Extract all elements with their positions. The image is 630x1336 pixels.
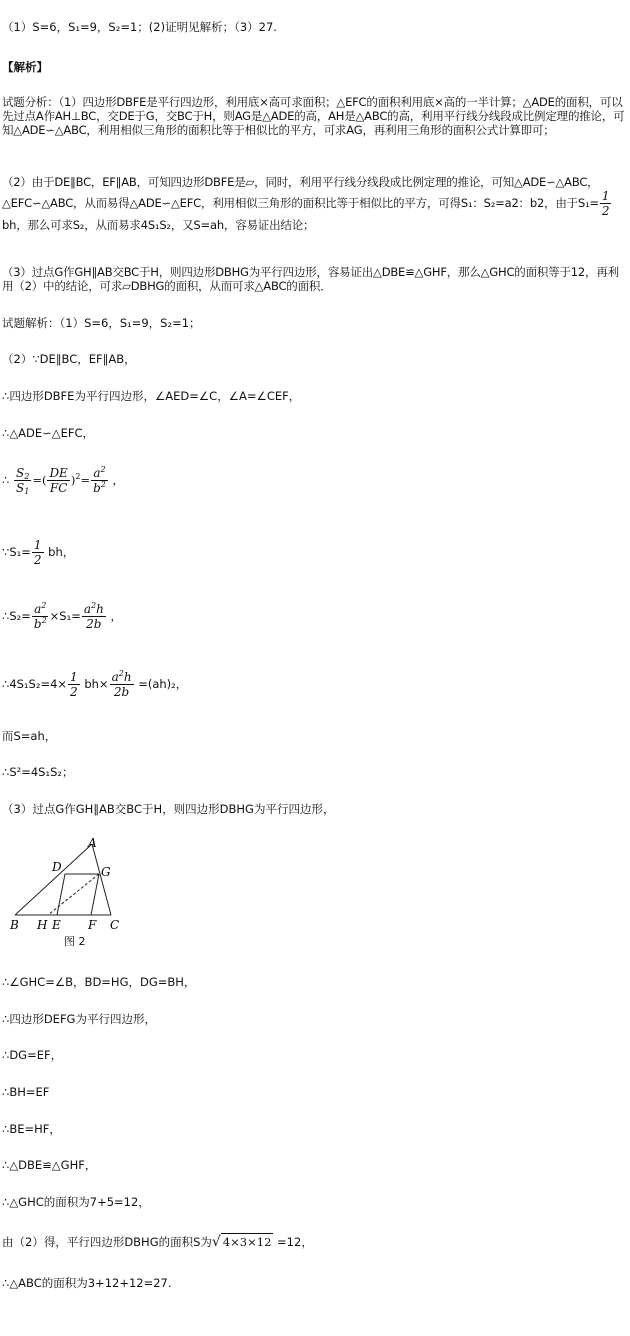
label-g: G: [101, 865, 111, 879]
s2-over-s1-fraction: $\frac{S_2}{S_1}$: [15, 466, 30, 496]
a2h-over-2b-fraction: $\frac{a^2h}{2b}$: [83, 601, 104, 631]
a2-over-b2-fraction-2: $\frac{a^2}{b^2}$: [33, 601, 47, 631]
label-f: F: [88, 918, 97, 932]
sqrt-equation: 由（2）得，平行四边形DBHG的面积S为√ 4×3×12 =12，: [2, 1234, 313, 1250]
analysis-heading: 【解析】: [2, 60, 48, 74]
s1-equation: ∵S₁= $\frac{1}{2}$ bh，: [2, 538, 75, 567]
ratio-equation: ∴ $\frac{S_2}{S_1}$ =( $\frac{DE}{FC}$ )$^2$= $\frac{a^2}{b^2}$ ，: [2, 465, 124, 496]
solution-line-18: ∴△GHC的面积为7+5=12，: [2, 1195, 150, 1209]
radicand: 4×3×12: [222, 1235, 272, 1249]
solution-line-17: ∴△DBE≌△GHF，: [2, 1158, 97, 1172]
label-d: D: [52, 860, 62, 874]
solution-line-20: ∴△ABC的面积为3+12+12=27.: [2, 1276, 172, 1290]
label-e: E: [52, 918, 61, 932]
solution-line-3: ∴四边形DBFE为平行四边形，∠AED=∠C，∠A=∠CEF，: [2, 389, 301, 403]
label-a: A: [88, 838, 97, 850]
solution-line-9: 而S=ah，: [2, 729, 57, 743]
solution-line-4: ∴△ADE∽△EFC，: [2, 426, 95, 440]
solution-line-11: （3）过点G作GH∥AB交BC于H，则四边形DBHG为平行四边形，: [2, 802, 335, 816]
half-fraction-2: $\frac{1}{2}$: [33, 538, 42, 567]
half-fraction: $\frac{1}{2}$: [601, 189, 610, 218]
analysis-paragraph-1: 试题分析：（1）四边形DBFE是平行四边形，利用底×高可求面积；△EFC的面积利用底×高的一半计算；△ADE的面积，可以先过点A作AH⊥BC，交DE于G，交BC于H，则AG是△ADE的高，AH是△ABC的高，利用平行线分线段成比例定理的推论，可知△ADE∽△ABC，利用相似三角形的面积比等于相似比的平方，可求AG，再利用三角形的面积公式计算即可；: [2, 95, 625, 137]
analysis-paragraph-2-text: （2）由于DE∥BC，EF∥AB，可知四边形DBFE是▱，同时，利用平行线分线段成比例定理的推论，可知△ADE∽△ABC，△EFC∽△ABC，从而易得△ADE∽△EFC，利用相似三角形的面积比等于相似比的平方，可得S₁：S₂=a2：b2，由于S₁=: [2, 175, 599, 210]
four-s1s2-equation: ∴4S₁S₂=4× $\frac{1}{2}$ bh× $\frac{a^2h}{2b}$ =(ah)₂，: [2, 669, 188, 699]
de-over-fc-fraction: $\frac{DE}{FC}$: [49, 466, 68, 495]
solution-line-13: ∴四边形DEFG为平行四边形，: [2, 1012, 156, 1026]
solution-line-2: （2）∵DE∥BC，EF∥AB，: [2, 352, 136, 366]
s2-equation: ∴S₂= $\frac{a^2}{b^2}$ ×S₁= $\frac{a^2h}{2b}$ ，: [2, 601, 122, 631]
a2h-over-2b-fraction-2: $\frac{a^2h}{2b}$: [111, 669, 132, 699]
solution-line-12: ∴∠GHC=∠B，BD=HG，DG=BH，: [2, 975, 196, 989]
analysis-paragraph-3: （3）过点G作GH∥AB交BC于H，则四边形DBHG为平行四边形，容易证出△DBE≌△GHF，那么△GHC的面积等于12，再利用（2）中的结论，可求▱DBHG的面积，从而可求△ABC的面积．: [2, 265, 619, 293]
radical-sign: √: [211, 1234, 221, 1250]
figure-caption: 图 2: [64, 935, 86, 948]
analysis-paragraph-2: [2, 175, 628, 232]
label-b: B: [10, 918, 19, 932]
label-c: C: [110, 918, 120, 932]
answer-line: （1）S=6，S₁=9，S₂=1；(2)证明见解析；（3）27.: [2, 20, 277, 34]
triangle-diagram: [8, 838, 138, 950]
solution-line-14: ∴DG=EF，: [2, 1048, 63, 1062]
a2-over-b2-fraction: $\frac{a^2}{b^2}$: [93, 465, 106, 495]
label-h: H: [37, 918, 48, 932]
solution-line-15: ∴BH=EF: [2, 1085, 50, 1099]
solution-intro: 试题解析：（1）S=6，S₁=9，S₂=1；: [2, 316, 201, 330]
analysis-paragraph-2-tail: bh，那么可求S₂，从而易求4S₁S₂，又S=ah，容易证出结论；: [2, 218, 315, 232]
half-fraction-3: $\frac{1}{2}$: [70, 670, 78, 699]
geometry-figure: [8, 838, 138, 950]
solution-line-10: ∴S²=4S₁S₂；: [2, 765, 74, 779]
solution-line-16: ∴BE=HF，: [2, 1122, 61, 1136]
